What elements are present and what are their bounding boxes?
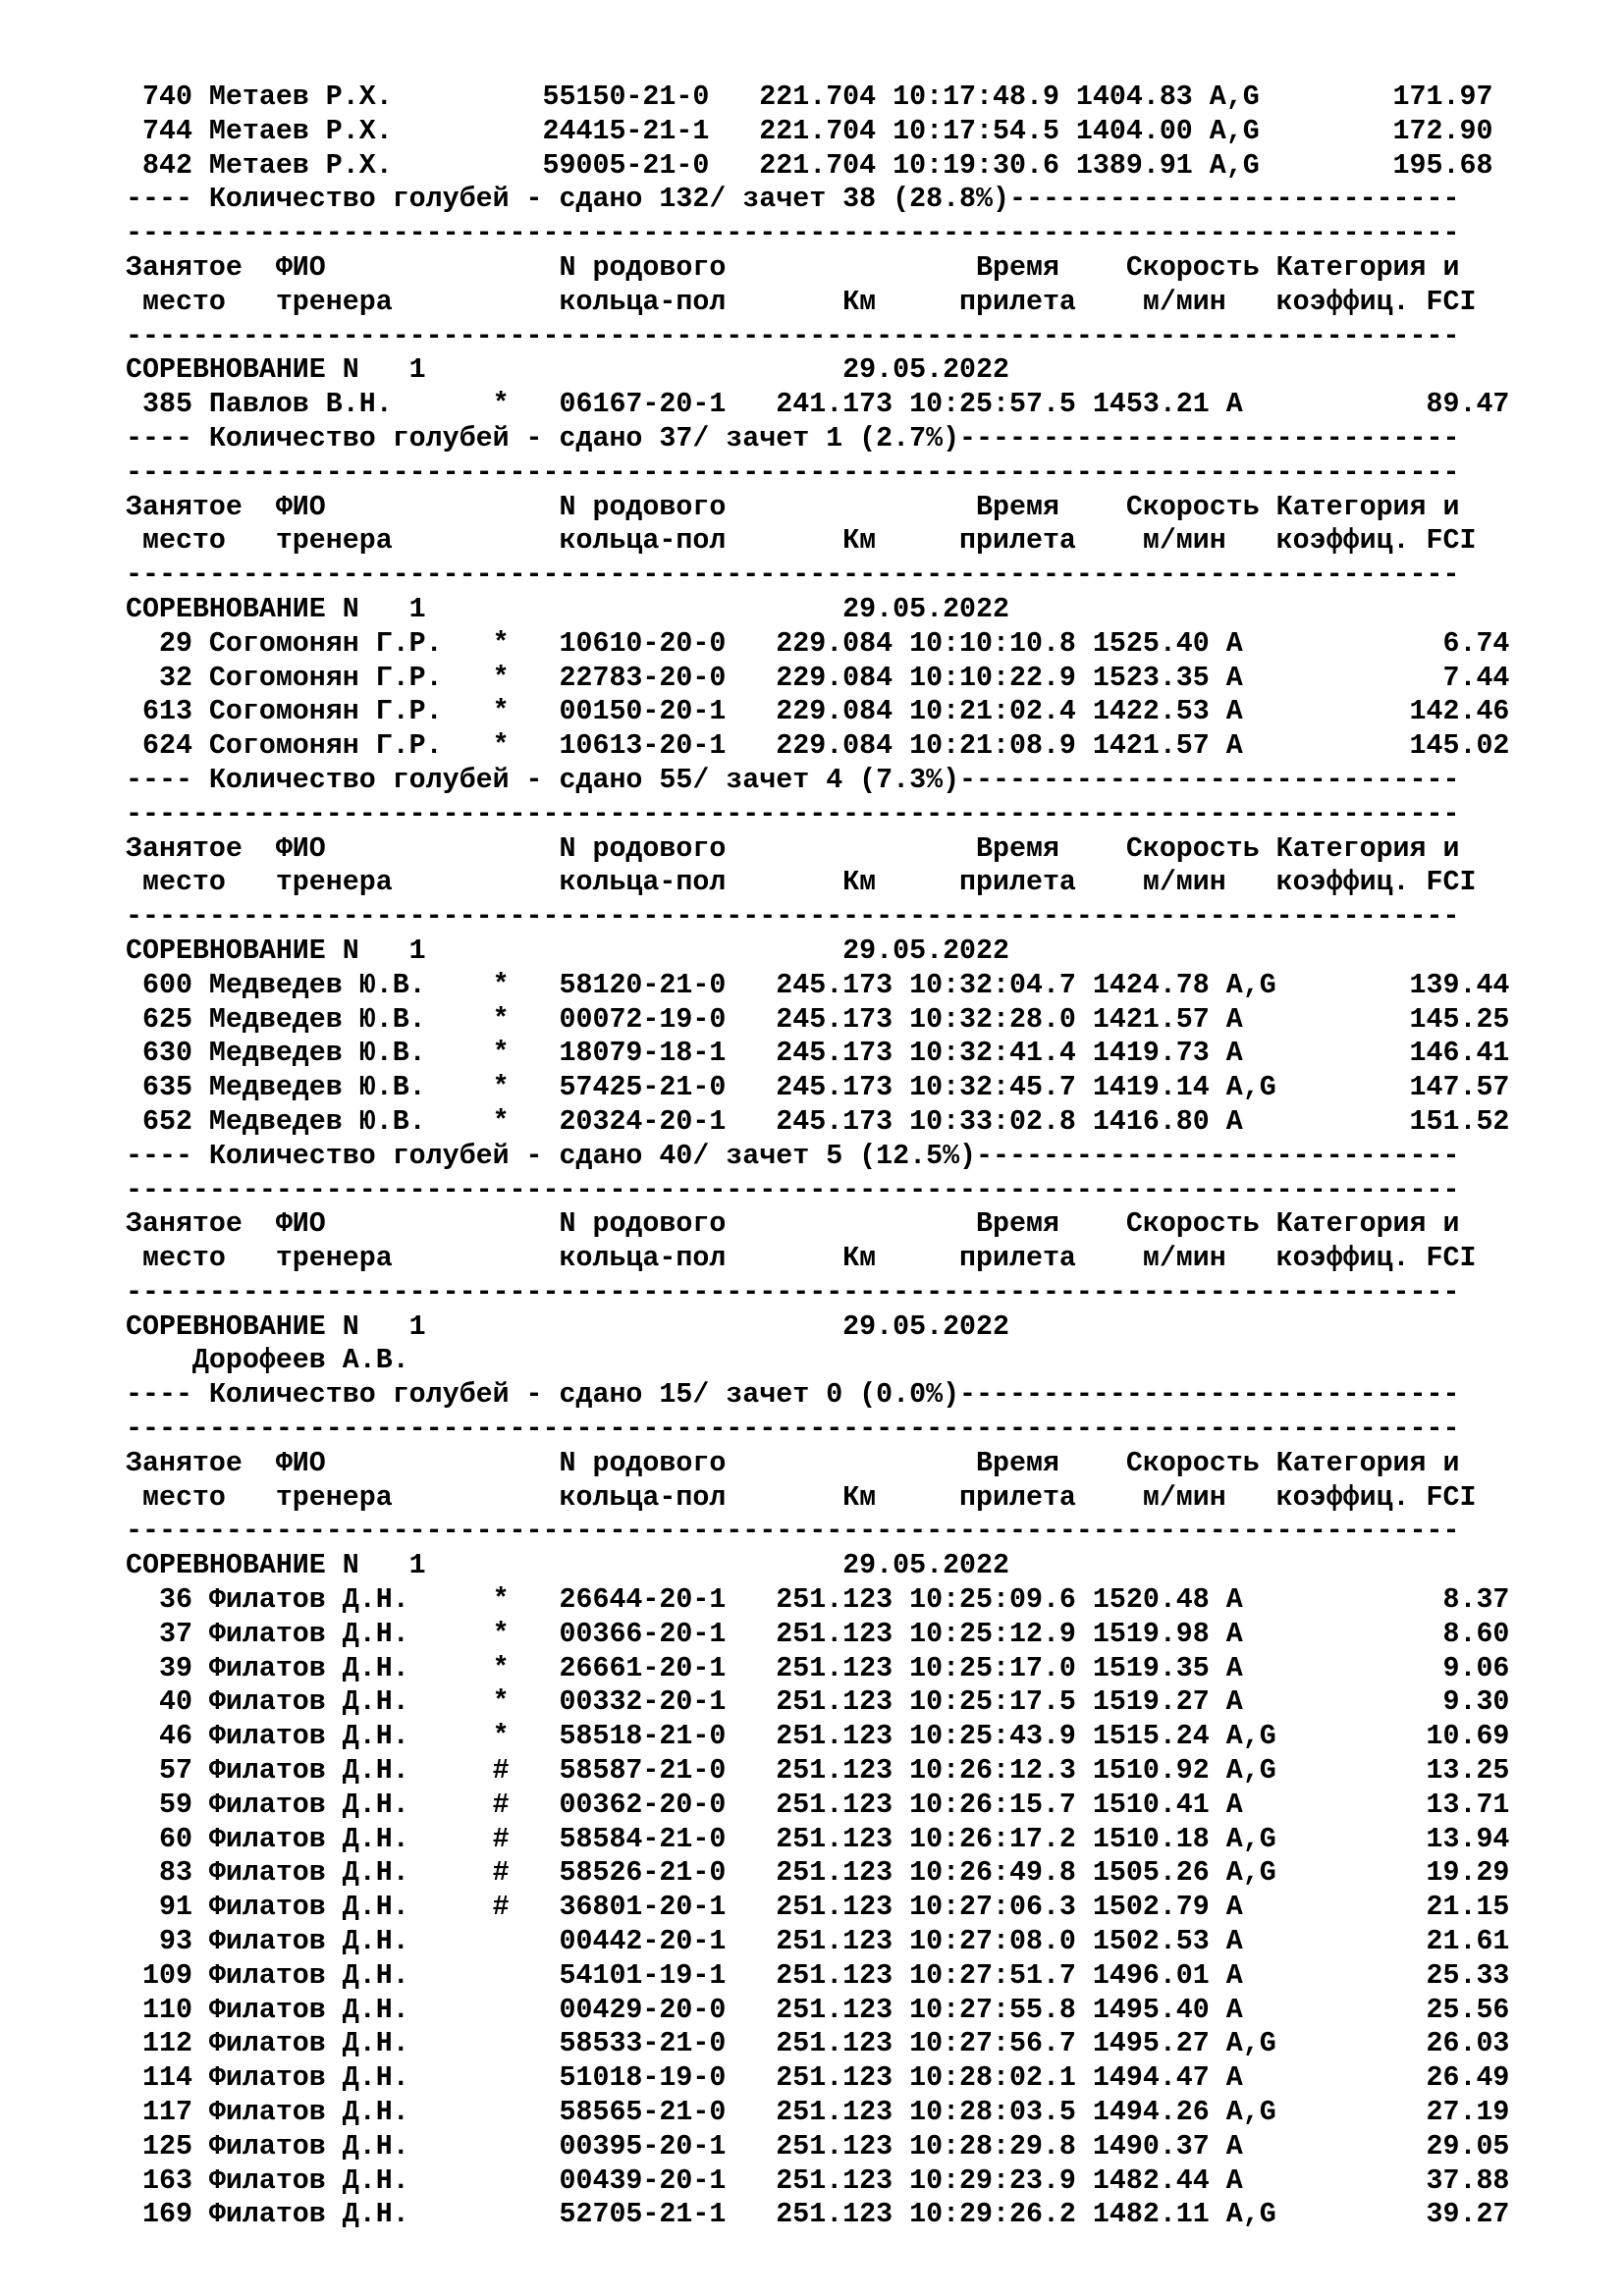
separator-line: -------------------------------------------------------------------------------- [126,320,1460,352]
trainer-without-result: Дорофеев А.В. [126,1345,409,1377]
result-row: 125 Филатов Д.Н. 00395-20-1 251.123 10:28:29.8 1490.37 A 29.05 [126,2130,1510,2163]
result-row: 109 Филатов Д.Н. 54101-19-1 251.123 10:27:51.7 1496.01 A 25.33 [126,1959,1510,1992]
trainer-without-result: 91 Филатов Д.Н. # 36801-20-1 251.123 10:27:06.3 1502.79 A 21.15 [126,1892,1510,1924]
trainer-without-result: 39 Филатов Д.Н. * 26661-20-1 251.123 10:25:17.0 1519.35 A 9.06 [126,1652,1510,1684]
column-header-row-2: место тренера кольца-пол Км прилета м/мин коэффиц. FCI [126,286,1477,318]
result-row: 635 Медведев Ю.В. * 57425-21-0 245.173 10:32:45.7 1419.14 A,G 147.57 [126,1072,1510,1104]
pigeon-count-summary: ---- Количество голубей - сдано 15/ зачет 0 (0.0%)------------------------------ [126,1379,1460,1412]
separator-line: -------------------------------------------------------------------------------- [126,1174,1460,1206]
separator-line: -------------------------------------------------------------------------------- [126,1276,1460,1308]
result-row: 163 Филатов Д.Н. 00439-20-1 251.123 10:29:23.9 1482.44 A 37.88 [126,2164,1510,2197]
separator-line: -------------------------------------------------------------------------------- [126,560,1460,592]
trainer-without-result: 32 Согомонян Г.Р. * 22783-20-0 229.084 10:10:22.9 1523.35 A 7.44 [126,662,1510,694]
result-row: 624 Согомонян Г.Р. * 10613-20-1 229.084 10:21:08.9 1421.57 A 145.02 [126,730,1510,763]
pigeon-count-summary: ---- Количество голубей - сдано 37/ зачет 1 (2.7%)------------------------------ [126,422,1460,454]
column-header-row-2: место тренера кольца-пол Км прилета м/мин коэффиц. FCI [126,867,1477,899]
separator-line: -------------------------------------------------------------------------------- [126,456,1460,489]
pigeon-count-summary: ---- Количество голубей - сдано 55/ зачет 4 (7.3%)------------------------------ [126,764,1460,796]
trainer-without-result: 59 Филатов Д.Н. # 00362-20-0 251.123 10:26:15.7 1510.41 A 13.71 [126,1789,1510,1821]
result-row: 652 Медведев Ю.В. * 20324-20-1 245.173 10:33:02.8 1416.80 A 151.52 [126,1105,1510,1138]
competition-heading: СОРЕВНОВАНИЕ N 1 29.05.2022 [126,1550,1009,1582]
result-row: 169 Филатов Д.Н. 52705-21-1 251.123 10:29:26.2 1482.11 A,G 39.27 [126,2199,1510,2231]
column-header-row-2: место тренера кольца-пол Км прилета м/мин коэффиц. FCI [126,525,1477,558]
trainer-without-result: 83 Филатов Д.Н. # 58526-21-0 251.123 10:26:49.8 1505.26 A,G 19.29 [126,1857,1510,1890]
column-header-row-2: место тренера кольца-пол Км прилета м/мин коэффиц. FCI [126,1243,1477,1275]
separator-line: -------------------------------------------------------------------------------- [126,901,1460,934]
result-row: 112 Филатов Д.Н. 58533-21-0 251.123 10:27:56.7 1495.27 A,G 26.03 [126,2028,1510,2060]
result-row: 385 Павлов В.Н. * 06167-20-1 241.173 10:25:57.5 1453.21 A 89.47 [126,389,1510,421]
column-header-row-1: Занятое ФИО N родового Время Скорость Категория и [126,1447,1460,1479]
column-header-row-1: Занятое ФИО N родового Время Скорость Категория и [126,251,1460,284]
trainer-without-result: 46 Филатов Д.Н. * 58518-21-0 251.123 10:25:43.9 1515.24 A,G 10.69 [126,1721,1510,1753]
column-header-row-2: место тренера кольца-пол Км прилета м/мин коэффиц. FCI [126,1481,1477,1514]
separator-line: -------------------------------------------------------------------------------- [126,1516,1460,1548]
result-row: 613 Согомонян Г.Р. * 00150-20-1 229.084 10:21:02.4 1422.53 A 142.46 [126,696,1510,728]
trainer-without-result: 36 Филатов Д.Н. * 26644-20-1 251.123 10:25:09.6 1520.48 A 8.37 [126,1584,1510,1617]
result-row: 110 Филатов Д.Н. 00429-20-0 251.123 10:27:55.8 1495.40 A 25.56 [126,1994,1510,2026]
result-row: 842 Метаев Р.Х. 59005-21-0 221.704 10:19:30.6 1389.91 A,G 195.68 [126,149,1493,182]
results-printout [126,80,1598,2232]
competition-heading: СОРЕВНОВАНИЕ N 1 29.05.2022 [126,593,1009,625]
separator-line: -------------------------------------------------------------------------------- [126,798,1460,830]
trainer-without-result: 40 Филатов Д.Н. * 00332-20-1 251.123 10:25:17.5 1519.27 A 9.30 [126,1686,1510,1719]
result-row: 117 Филатов Д.Н. 58565-21-0 251.123 10:28:03.5 1494.26 A,G 27.19 [126,2097,1510,2129]
trainer-without-result: 29 Согомонян Г.Р. * 10610-20-0 229.084 10:10:10.8 1525.40 A 6.74 [126,627,1510,660]
pigeon-count-summary: ---- Количество голубей - сдано 40/ зачет 5 (12.5%)----------------------------- [126,1140,1460,1172]
column-header-row-1: Занятое ФИО N родового Время Скорость Категория и [126,1208,1460,1241]
pigeon-count-summary: ---- Количество голубей - сдано 132/ зачет 38 (28.8%)--------------------------- [126,184,1460,216]
result-row: 625 Медведев Ю.В. * 00072-19-0 245.173 10:32:28.0 1421.57 A 145.25 [126,1003,1510,1036]
separator-line: -------------------------------------------------------------------------------- [126,218,1460,250]
result-row: 744 Метаев Р.Х. 24415-21-1 221.704 10:17:54.5 1404.00 A,G 172.90 [126,115,1493,147]
trainer-without-result: 57 Филатов Д.Н. # 58587-21-0 251.123 10:26:12.3 1510.92 A,G 13.25 [126,1755,1510,1788]
result-row: 740 Метаев Р.Х. 55150-21-0 221.704 10:17:48.9 1404.83 A,G 171.97 [126,81,1493,113]
result-row: 630 Медведев Ю.В. * 18079-18-1 245.173 10:32:41.4 1419.73 A 146.41 [126,1038,1510,1070]
trainer-without-result: 60 Филатов Д.Н. # 58584-21-0 251.123 10:26:17.2 1510.18 A,G 13.94 [126,1823,1510,1855]
column-header-row-1: Занятое ФИО N родового Время Скорость Категория и [126,491,1460,523]
column-header-row-1: Занятое ФИО N родового Время Скорость Категория и [126,832,1460,865]
trainer-without-result: 37 Филатов Д.Н. * 00366-20-1 251.123 10:25:12.9 1519.98 A 8.60 [126,1618,1510,1650]
trainer-without-result: 93 Филатов Д.Н. 00442-20-1 251.123 10:27:08.0 1502.53 A 21.61 [126,1926,1510,1958]
competition-heading: СОРЕВНОВАНИЕ N 1 29.05.2022 [126,1310,1009,1343]
result-row: 600 Медведев Ю.В. * 58120-21-0 245.173 10:32:04.7 1424.78 A,G 139.44 [126,969,1510,1001]
competition-heading: СОРЕВНОВАНИЕ N 1 29.05.2022 [126,354,1009,387]
result-row: 114 Филатов Д.Н. 51018-19-0 251.123 10:28:02.1 1494.47 A 26.49 [126,2062,1510,2095]
separator-line: -------------------------------------------------------------------------------- [126,1414,1460,1446]
competition-heading: СОРЕВНОВАНИЕ N 1 29.05.2022 [126,934,1009,967]
